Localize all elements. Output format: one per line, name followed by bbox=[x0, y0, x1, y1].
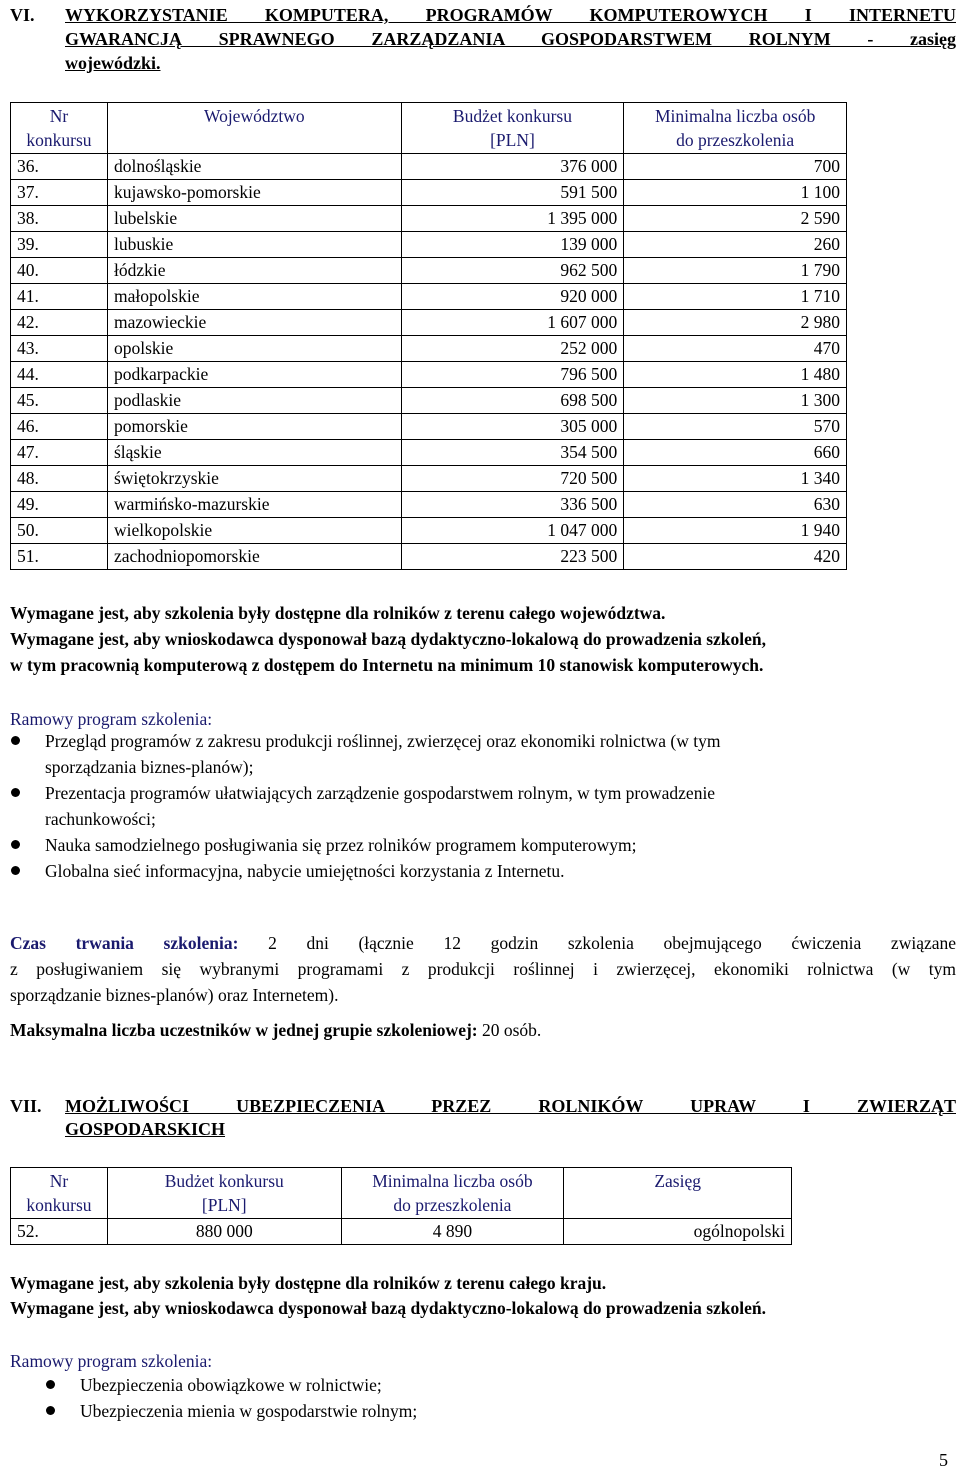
cell-wojewodztwo: podlaskie bbox=[107, 388, 401, 414]
cell-wojewodztwo: kujawsko-pomorskie bbox=[107, 180, 401, 206]
cell-wojewodztwo: małopolskie bbox=[107, 284, 401, 310]
table-row bbox=[11, 232, 847, 258]
cell-min-people: 1 300 bbox=[624, 388, 847, 414]
list-item: Prezentacja programów ułatwiających zarządzenie gospodarstwem rolnym, w tym prowadzenie rachunkowości; bbox=[10, 780, 956, 832]
table-row bbox=[11, 492, 847, 518]
cell-nr: 41. bbox=[11, 284, 108, 310]
section-7-title-line2: GOSPODARSKICH bbox=[65, 1119, 226, 1139]
cell-wojewodztwo: lubuskie bbox=[107, 232, 401, 258]
cell-wojewodztwo: zachodniopomorskie bbox=[107, 544, 401, 570]
duration-label: Czas trwania szkolenia: bbox=[10, 933, 239, 953]
table-row bbox=[11, 154, 847, 180]
table-row bbox=[11, 388, 847, 414]
list-item: Ubezpieczenia mienia w gospodarstwie rolnym; bbox=[45, 1398, 945, 1424]
cell-min-people: 1 480 bbox=[624, 362, 847, 388]
cell-budget: 305 000 bbox=[401, 414, 624, 440]
cell-budget: 139 000 bbox=[401, 232, 624, 258]
cell-nr: 52. bbox=[11, 1219, 108, 1245]
cell-budget: 962 500 bbox=[401, 258, 624, 284]
page-number: 5 bbox=[939, 1450, 948, 1470]
header-nr: Nr konkursu bbox=[11, 1168, 108, 1219]
max-participants: Maksymalna liczba uczestników w jednej grupie szkoleniowej: 20 osób. bbox=[10, 1020, 542, 1040]
header-wojewodztwo: Województwo bbox=[107, 103, 401, 154]
cell-budget: 223 500 bbox=[401, 544, 624, 570]
section-6-requirement-2-line1: Wymagane jest, aby wnioskodawca dysponował bazą dydaktyczno-lokalową do prowadzenia szkoleń, bbox=[10, 629, 766, 649]
list-item: Nauka samodzielnego posługiwania się przez rolników programem komputerowym; bbox=[10, 832, 956, 858]
table-row bbox=[11, 544, 847, 570]
list-item: Globalna sieć informacyjna, nabycie umiejętności korzystania z Internetu. bbox=[10, 858, 956, 884]
cell-min-people: 1 940 bbox=[624, 518, 847, 544]
header-min-people: Minimalna liczba osób do przeszkolenia bbox=[341, 1168, 564, 1219]
cell-min-people: 4 890 bbox=[341, 1219, 564, 1245]
cell-min-people: 570 bbox=[624, 414, 847, 440]
table-row bbox=[11, 414, 847, 440]
cell-budget: 920 000 bbox=[401, 284, 624, 310]
cell-nr: 44. bbox=[11, 362, 108, 388]
cell-min-people: 260 bbox=[624, 232, 847, 258]
cell-nr: 47. bbox=[11, 440, 108, 466]
header-budget: Budżet konkursu [PLN] bbox=[107, 1168, 341, 1219]
section-7-requirement-1: Wymagane jest, aby szkolenia były dostępne dla rolników z terenu całego kraju. bbox=[10, 1273, 607, 1293]
table-header-row bbox=[11, 1168, 792, 1219]
header-min-people: Minimalna liczba osób do przeszkolenia bbox=[624, 103, 847, 154]
header-nr: Nr konkursu bbox=[11, 103, 108, 154]
section-6-program-list bbox=[10, 728, 956, 884]
cell-scope: ogólnopolski bbox=[564, 1219, 792, 1245]
table-row bbox=[11, 310, 847, 336]
table-row bbox=[11, 466, 847, 492]
cell-nr: 40. bbox=[11, 258, 108, 284]
cell-wojewodztwo: łódzkie bbox=[107, 258, 401, 284]
cell-budget: 252 000 bbox=[401, 336, 624, 362]
cell-nr: 51. bbox=[11, 544, 108, 570]
cell-wojewodztwo: wielkopolskie bbox=[107, 518, 401, 544]
cell-min-people: 1 710 bbox=[624, 284, 847, 310]
duration-line2: z posługiwaniem się wybranymi programami z produkcji roślinnej i zwierzęcej, ekonomiki rolnictwa (w tym bbox=[10, 959, 956, 979]
section-6-number: VI. bbox=[10, 5, 35, 25]
duration-line1: Czas trwania szkolenia: 2 dni (łącznie 12 godzin szkolenia obejmującego ćwiczenia związane bbox=[10, 933, 957, 953]
table-row bbox=[11, 336, 847, 362]
section-7-requirement-2: Wymagane jest, aby wnioskodawca dysponował bazą dydaktyczno-lokalową do prowadzenia szkoleń. bbox=[10, 1298, 766, 1318]
cell-nr: 46. bbox=[11, 414, 108, 440]
cell-nr: 49. bbox=[11, 492, 108, 518]
section-7-table bbox=[10, 1167, 792, 1245]
cell-nr: 42. bbox=[11, 310, 108, 336]
table-row bbox=[11, 180, 847, 206]
section-6-requirement-2-line2: w tym pracownią komputerową z dostępem do Internetu na minimum 10 stanowisk komputerowych. bbox=[10, 655, 764, 675]
section-6-title-line1: WYKORZYSTANIE KOMPUTERA, PROGRAMÓW KOMPUTEROWYCH I INTERNETU bbox=[65, 5, 956, 25]
section-6-title-line3: wojewódzki. bbox=[65, 53, 161, 73]
section-7-program-list bbox=[45, 1372, 945, 1424]
list-item: Przegląd programów z zakresu produkcji roślinnej, zwierzęcej oraz ekonomiki rolnictwa (w tym sporządzania biznes-planów); bbox=[10, 728, 956, 780]
header-budget: Budżet konkursu [PLN] bbox=[401, 103, 624, 154]
cell-budget: 336 500 bbox=[401, 492, 624, 518]
cell-wojewodztwo: śląskie bbox=[107, 440, 401, 466]
cell-nr: 50. bbox=[11, 518, 108, 544]
duration-line3: sporządzanie biznes-planów) oraz Internetem). bbox=[10, 985, 339, 1005]
cell-nr: 37. bbox=[11, 180, 108, 206]
cell-wojewodztwo: mazowieckie bbox=[107, 310, 401, 336]
cell-min-people: 1 100 bbox=[624, 180, 847, 206]
section-7-title-line1: MOŻLIWOŚCI UBEZPIECZENIA PRZEZ ROLNIKÓW UPRAW I ZWIERZĄT bbox=[65, 1096, 956, 1116]
cell-min-people: 630 bbox=[624, 492, 847, 518]
cell-wojewodztwo: opolskie bbox=[107, 336, 401, 362]
cell-nr: 38. bbox=[11, 206, 108, 232]
cell-budget: 796 500 bbox=[401, 362, 624, 388]
cell-budget: 1 607 000 bbox=[401, 310, 624, 336]
cell-min-people: 2 980 bbox=[624, 310, 847, 336]
table-row bbox=[11, 362, 847, 388]
cell-budget: 354 500 bbox=[401, 440, 624, 466]
cell-nr: 39. bbox=[11, 232, 108, 258]
cell-wojewodztwo: świętokrzyskie bbox=[107, 466, 401, 492]
section-6-table bbox=[10, 102, 847, 570]
cell-wojewodztwo: lubelskie bbox=[107, 206, 401, 232]
cell-nr: 43. bbox=[11, 336, 108, 362]
cell-min-people: 1 790 bbox=[624, 258, 847, 284]
cell-min-people: 2 590 bbox=[624, 206, 847, 232]
cell-budget: 880 000 bbox=[107, 1219, 341, 1245]
cell-nr: 48. bbox=[11, 466, 108, 492]
cell-wojewodztwo: warmińsko-mazurskie bbox=[107, 492, 401, 518]
cell-budget: 376 000 bbox=[401, 154, 624, 180]
section-6-requirement-1: Wymagane jest, aby szkolenia były dostępne dla rolników z terenu całego województwa. bbox=[10, 603, 666, 623]
section-7-number: VII. bbox=[10, 1096, 42, 1116]
cell-min-people: 660 bbox=[624, 440, 847, 466]
cell-budget: 698 500 bbox=[401, 388, 624, 414]
cell-nr: 36. bbox=[11, 154, 108, 180]
cell-min-people: 470 bbox=[624, 336, 847, 362]
cell-wojewodztwo: podkarpackie bbox=[107, 362, 401, 388]
cell-budget: 720 500 bbox=[401, 466, 624, 492]
cell-budget: 1 047 000 bbox=[401, 518, 624, 544]
cell-wojewodztwo: pomorskie bbox=[107, 414, 401, 440]
table-row bbox=[11, 258, 847, 284]
cell-min-people: 1 340 bbox=[624, 466, 847, 492]
cell-min-people: 420 bbox=[624, 544, 847, 570]
cell-wojewodztwo: dolnośląskie bbox=[107, 154, 401, 180]
table-row bbox=[11, 440, 847, 466]
table-row bbox=[11, 518, 847, 544]
table-header-row bbox=[11, 103, 847, 154]
table-row bbox=[11, 206, 847, 232]
cell-budget: 1 395 000 bbox=[401, 206, 624, 232]
section-7-program-label: Ramowy program szkolenia: bbox=[10, 1351, 213, 1371]
cell-min-people: 700 bbox=[624, 154, 847, 180]
list-item: Ubezpieczenia obowiązkowe w rolnictwie; bbox=[45, 1372, 945, 1398]
section-6-title-line2: GWARANCJĄ SPRAWNEGO ZARZĄDZANIA GOSPODARSTWEM ROLNYM - zasięg bbox=[65, 29, 956, 49]
cell-budget: 591 500 bbox=[401, 180, 624, 206]
section-6-program-label: Ramowy program szkolenia: bbox=[10, 709, 213, 729]
table-row bbox=[11, 284, 847, 310]
table-row bbox=[11, 1219, 792, 1245]
cell-nr: 45. bbox=[11, 388, 108, 414]
header-scope: Zasięg bbox=[564, 1168, 792, 1219]
